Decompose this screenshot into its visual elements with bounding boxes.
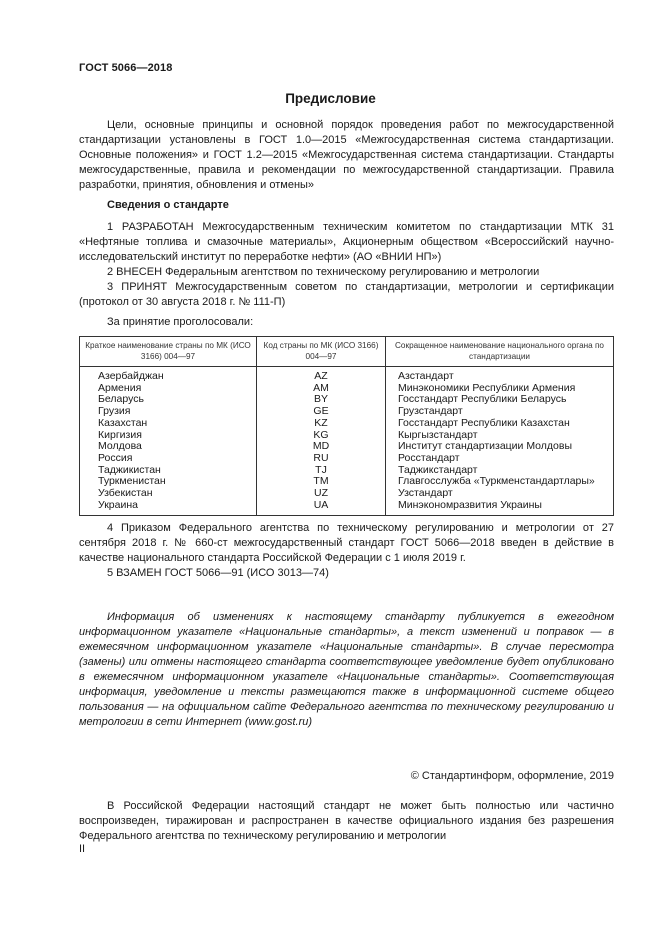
cell-code: TJ [257,465,386,477]
voting-table [79,336,614,516]
cell-code: RU [257,453,386,465]
cell-code: TM [257,476,386,488]
cell-code: MD [257,441,386,453]
section-heading-about: Сведения о стандарте [107,199,229,211]
table-row [80,367,614,383]
table-header-row [80,337,614,367]
cell-country: Армения [80,383,257,395]
cell-code: GE [257,406,386,418]
cell-code: AZ [257,367,386,383]
table-row [80,418,614,430]
cell-code: AM [257,383,386,395]
cell-org: Госстандарт Республики Беларусь [386,394,614,406]
table-row [80,394,614,406]
about-item-developed: 1 РАЗРАБОТАН Межгосударственным техническим комитетом по стандартизации МТК 31 «Нефтяные топлива и смазочные материалы», Акционерным обществом «Всероссийский научно-исследовательский институт по переработке нефти» (АО «ВНИИ НП») [79,221,614,263]
table-row [80,441,614,453]
voted-label: За принятие проголосовали: [107,316,254,328]
cell-country: Беларусь [80,394,257,406]
cell-org: Узстандарт [386,488,614,500]
cell-org: Кыргызстандарт [386,430,614,442]
cell-country: Киргизия [80,430,257,442]
about-item-enacted: 4 Приказом Федерального агентства по техническому регулированию и метрологии от 27 сентября 2018 г. № 660-ст межгосударственный стандарт ГОСТ 5066—2018 введен в действие в качестве национального стандарта Российской Федерации с 1 июля 2019 г. [79,522,614,564]
table-row [80,488,614,500]
cell-org: Минэкономики Республики Армения [386,383,614,395]
standard-code-header: ГОСТ 5066—2018 [79,62,173,74]
column-header-code: Код страны по МК (ИСО 3166) 004—97 [257,337,386,367]
table-row [80,476,614,488]
table-row [80,500,614,516]
cell-country: Узбекистан [80,488,257,500]
cell-country: Казахстан [80,418,257,430]
about-item-adopted: 3 ПРИНЯТ Межгосударственным советом по стандартизации, метрологии и сертификации (протокол от 30 августа 2018 г. № 111-П) [79,281,614,308]
cell-code: KG [257,430,386,442]
cell-country: Грузия [80,406,257,418]
reproduction-notice: В Российской Федерации настоящий стандарт не может быть полностью или частично воспроизведен, тиражирован и распространен в качестве официального издания без разрешения Федерального агентства по техническому регулированию и метрологии [79,800,614,842]
about-item-introduced: 2 ВНЕСЕН Федеральным агентством по техническому регулированию и метрологии [107,266,540,278]
cell-country: Азербайджан [80,367,257,383]
cell-code: UZ [257,488,386,500]
changes-information-notice: Информация об изменениях к настоящему стандарту публикуется в ежегодном информационном указателе «Национальные стандарты», а текст изменений и поправок — в ежемесячном информационном указателе «Национальные стандарты». В случае пересмотра (замены) или отмены настоящего стандарта соответствующее уведомление будет опубликовано в ежемесячном информационном указателе «Национальные стандарты». Соответствующая информация, уведомление и тексты размещаются также в информационной системе общего пользования — на официальном сайте Федерального агентства по техническому регулированию и метрологии в сети Интернет (www.gost.ru) [79,611,614,728]
intro-paragraph: Цели, основные принципы и основной порядок проведения работ по межгосударственной стандартизации установлены в ГОСТ 1.0—2015 «Межгосударственная система стандартизации. Основные положения» и ГОСТ 1.2—2015 «Межгосударственная система стандартизации. Стандарты межгосударственные, правила и рекомендации по межгосударственной стандартизации. Правила разработки, принятия, обновления и отмены» [79,119,614,191]
cell-org: Грузстандарт [386,406,614,418]
cell-org: Таджикстандарт [386,465,614,477]
table-row [80,453,614,465]
cell-country: Россия [80,453,257,465]
cell-org: Главгосслужба «Туркменстандартлары» [386,476,614,488]
cell-country: Туркменистан [80,476,257,488]
cell-code: KZ [257,418,386,430]
cell-org: Институт стандартизации Молдовы [386,441,614,453]
cell-org: Минэкономразвития Украины [386,500,614,516]
cell-org: Росстандарт [386,453,614,465]
cell-country: Молдова [80,441,257,453]
column-header-org: Сокращенное наименование национального органа по стандартизации [386,337,614,367]
cell-org: Госстандарт Республики Казахстан [386,418,614,430]
about-item-replaces: 5 ВЗАМЕН ГОСТ 5066—91 (ИСО 3013—74) [107,567,329,579]
page-number: II [79,843,86,855]
copyright-line: © Стандартинформ, оформление, 2019 [410,770,614,782]
column-header-country: Краткое наименование страны по МК (ИСО 3166) 004—97 [80,337,257,367]
cell-country: Таджикистан [80,465,257,477]
cell-code: BY [257,394,386,406]
cell-code: UA [257,500,386,516]
cell-country: Украина [80,500,257,516]
page-title: Предисловие [285,91,376,106]
cell-org: Азстандарт [386,367,614,383]
